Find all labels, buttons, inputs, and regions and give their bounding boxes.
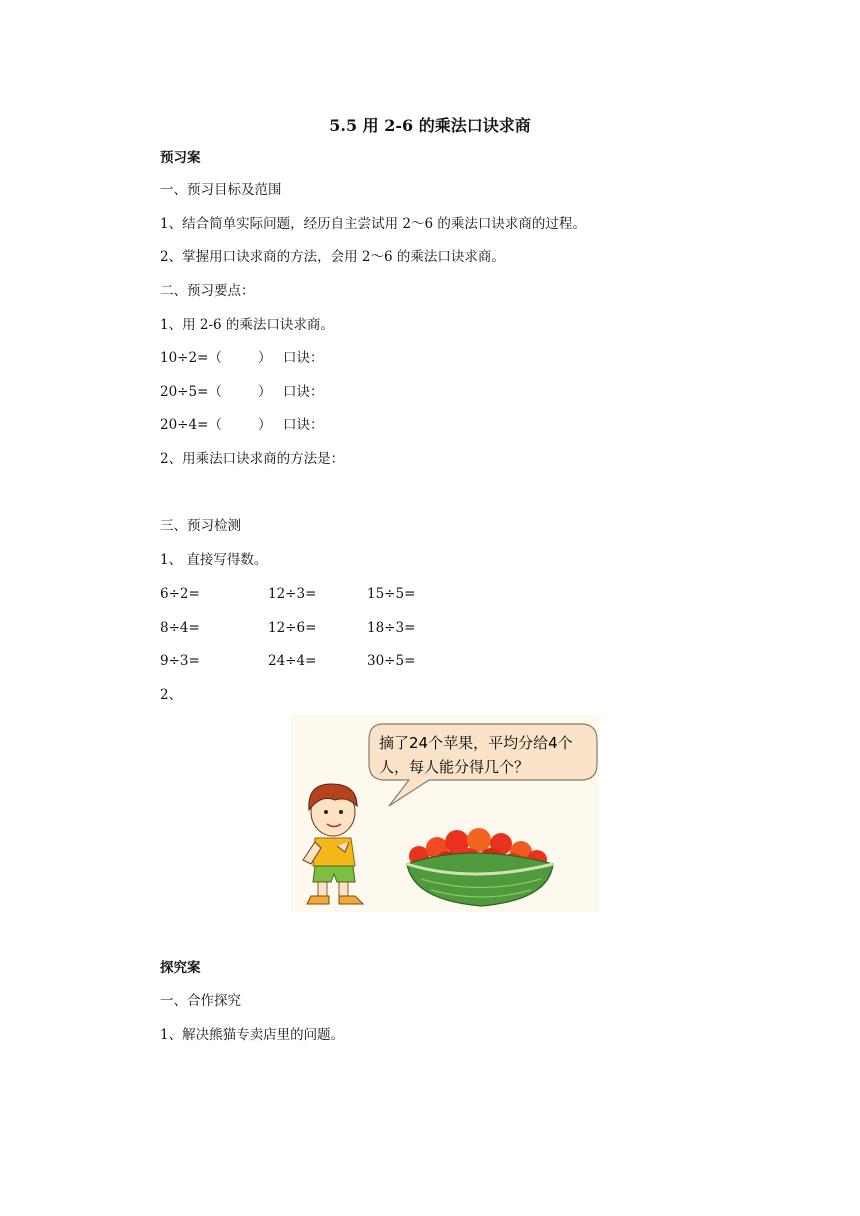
section-points: 二、预习要点： [160,283,255,299]
point-2: 2、用乘法口诀求商的方法是： [160,451,345,467]
page-title: 5.5 用 2-6 的乘法口诀求商 [329,116,531,135]
exercise-answer-blank[interactable]: ） [258,384,272,400]
calc-item: 9÷3= [160,653,200,669]
goal-2: 2、掌握用口诀求商的方法，会用 2～6 的乘法口诀求商。 [160,249,505,265]
section-cooperate: 一、合作探究 [160,993,241,1009]
exercise-formula-label: 口诀： [283,384,324,400]
bubble-line-1: 摘了24个苹果，平均分给4个 [379,734,573,752]
exercise-expression: 10÷2=（ [160,350,222,366]
exercise-expression: 20÷5=（ [160,384,222,400]
calc-item: 12÷3= [268,586,317,602]
bubble-line-2: 人，每人能分得几个？ [379,758,530,776]
calc-item: 30÷5= [367,653,416,669]
exercise-answer-blank[interactable]: ） [258,350,272,366]
section-goals: 一、预习目标及范围 [160,182,282,198]
calc-item: 18÷3= [367,620,416,636]
calc-item: 6÷2= [160,586,200,602]
point-1: 1、用 2-6 的乘法口诀求商。 [160,317,334,333]
check-2: 2、 [160,687,183,703]
calc-item: 24÷4= [268,653,317,669]
apple-basket-illustration [291,714,599,912]
goal-1: 1、结合简单实际问题，经历自主尝试用 2～6 的乘法口诀求商的过程。 [160,216,586,232]
calc-item: 15÷5= [367,586,416,602]
exercise-expression: 20÷4=（ [160,417,222,433]
calc-item: 12÷6= [268,620,317,636]
section-check: 三、预习检测 [160,518,241,534]
check-1: 1、 直接写得数。 [160,552,268,568]
exercise-formula-label: 口诀： [283,417,324,433]
explore-heading: 探究案 [160,960,201,976]
exercise-answer-blank[interactable]: ） [258,417,272,433]
preview-heading: 预习案 [160,150,201,166]
explore-item-1: 1、解决熊猫专卖店里的问题。 [160,1027,345,1043]
calc-item: 8÷4= [160,620,200,636]
exercise-formula-label: 口诀： [283,350,324,366]
